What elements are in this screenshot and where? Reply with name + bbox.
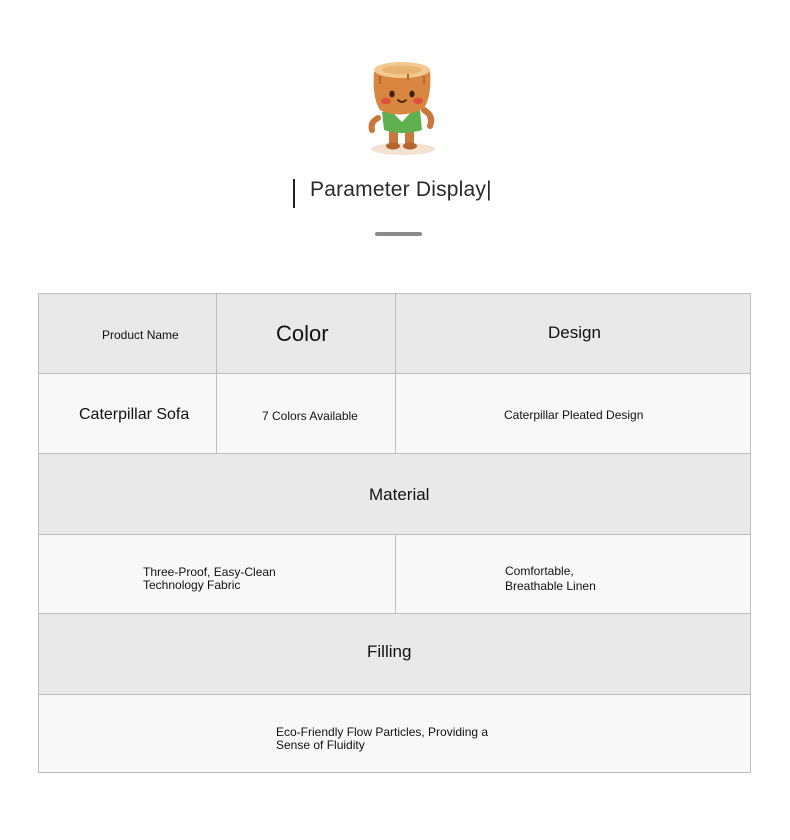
material-value-right: Comfortable, Breathable Linen — [505, 564, 596, 593]
value-cell-filling — [39, 695, 750, 772]
title-accent-bar — [293, 179, 295, 208]
product-name-value: Caterpillar Sofa — [79, 406, 190, 423]
value-cell-material-left — [39, 535, 396, 614]
design-label: Design — [548, 323, 601, 342]
color-value: 7 Colors Available — [262, 409, 358, 423]
section-title — [291, 168, 511, 220]
value-cell-material-right — [396, 535, 750, 614]
color-label: Color — [276, 321, 329, 346]
value-cell-color — [217, 374, 396, 454]
header-cell-product-name — [39, 294, 217, 374]
filling-label: Filling — [367, 642, 412, 661]
material-label: Material — [369, 485, 430, 504]
parameter-table — [38, 293, 751, 773]
value-cell-design — [396, 374, 750, 454]
header-cell-filling — [39, 614, 750, 695]
header-cell-design — [396, 294, 750, 374]
header-cell-color — [217, 294, 396, 374]
title-underline — [375, 232, 422, 236]
value-cell-product-name — [39, 374, 217, 454]
mascot-illustration — [362, 58, 442, 158]
filling-value: Eco-Friendly Flow Particles, Providing a Sense of Fluidity — [276, 725, 489, 752]
material-value-left: Three-Proof, Easy-Clean Technology Fabric — [143, 565, 276, 592]
page-title: Parameter Display| — [310, 178, 492, 201]
design-value: Caterpillar Pleated Design — [504, 408, 644, 422]
header-cell-material — [39, 454, 750, 535]
product-name-label: Product Name — [102, 328, 179, 342]
